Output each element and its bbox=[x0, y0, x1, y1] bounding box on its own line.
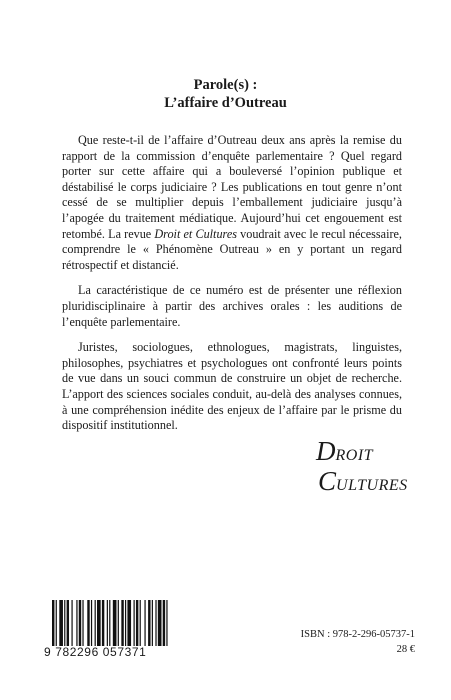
paragraph-2: La caractéristique de ce numéro est de présenter une réflexion pluridisciplinaire à partir des archives orales : les auditions de l’enquête parlementaire. bbox=[62, 283, 402, 329]
paragraph-1-text-b: voudrait avec le recul nécessaire, comprendre le « Phénomène Outreau » en y portant un regard rétrospectif et distancié. bbox=[62, 226, 402, 272]
title-line-2: L’affaire d’Outreau bbox=[164, 95, 287, 111]
logo-initial-c: C bbox=[318, 466, 337, 496]
paragraph-1-text-a: Que reste-t-il de l’affaire d’Outreau deux ans après la remise du rapport de la commission d’enquête parlementaire ? Quel regard porter sur cette affaire qui a bouleversé l’opinion publique et déstabilisé le corps judiciaire ? Les publications en tout genre n’ont cessé de se multiplier depuis l’emballement judiciaire jusqu’à l’apogée du traitement médiatique. Aujourd’hui cet engouement est retombé. La revue bbox=[62, 133, 402, 241]
logo-rest-ultures: ULTURES bbox=[336, 477, 408, 494]
title-line-1: Parole(s) : bbox=[193, 77, 258, 93]
logo-initial-d: D bbox=[316, 436, 336, 466]
barcode-digits: 9 782296 057371 bbox=[44, 645, 147, 659]
paragraph-1 bbox=[62, 133, 402, 273]
logo-line-droit bbox=[316, 438, 373, 465]
logo-rest-roit: ROIT bbox=[335, 447, 374, 464]
price: 28 € bbox=[396, 644, 415, 655]
back-cover-text bbox=[62, 133, 402, 444]
logo-line-cultures bbox=[318, 468, 408, 495]
paragraph-3: Juristes, sociologues, ethnologues, magistrats, linguistes, philosophes, psychiatres et psychologues ont confronté leurs points de vue dans un souci commun de construire un objet de recherche. L’apport des sciences sociales conduit, au-delà des analyses connues, à une compréhension inédite des enjeux de l’affaire par le prisme du dispositif institutionnel. bbox=[62, 340, 402, 433]
isbn-number: ISBN : 978-2-296-05737-1 bbox=[300, 629, 415, 640]
book-title bbox=[0, 76, 451, 112]
journal-name: Droit et Cultures bbox=[154, 226, 237, 241]
barcode-bars bbox=[52, 600, 170, 646]
isbn-block bbox=[301, 627, 415, 657]
droit-cultures-logo bbox=[312, 438, 422, 500]
